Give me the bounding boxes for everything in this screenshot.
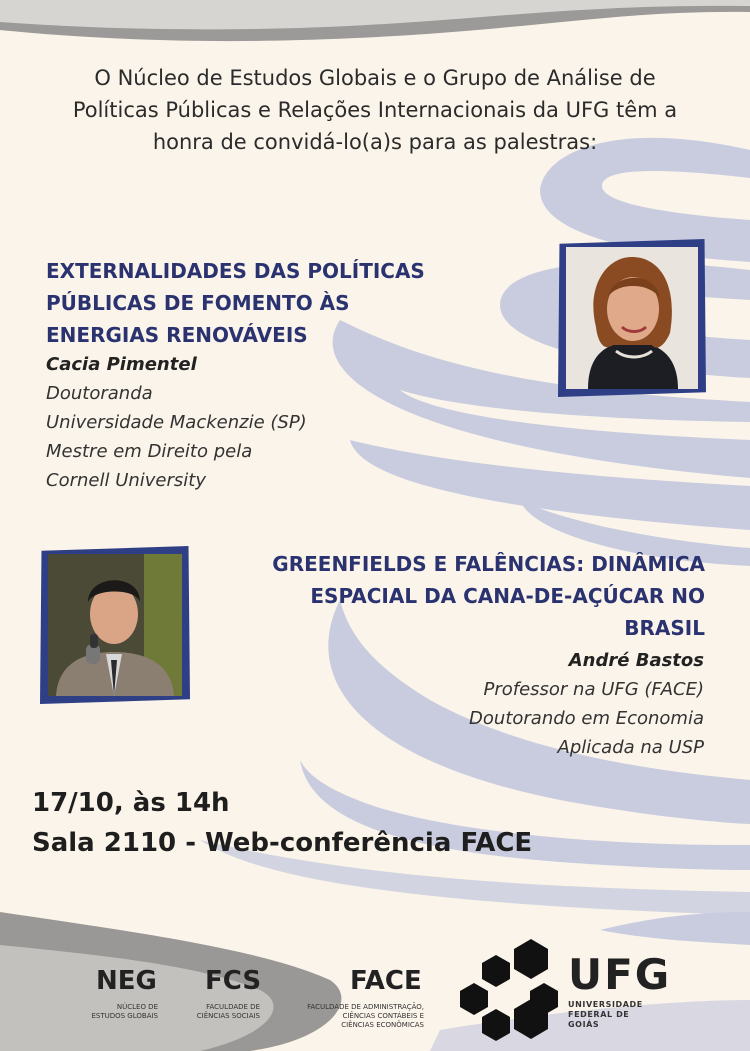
fcs-caption-line: CIÊNCIAS SOCIAIS <box>196 1012 260 1020</box>
talk1-bio-line: Cornell University <box>46 470 206 491</box>
intro-text <box>20 62 730 158</box>
talk1-title <box>46 255 476 351</box>
talk1-speaker-block <box>46 350 366 495</box>
talk1-bio-line: Universidade Mackenzie (SP) <box>46 412 307 433</box>
ufg-logo: UFG <box>568 950 672 999</box>
neg-caption-line: NÚCLEO DE <box>116 1003 158 1011</box>
event-location: Sala 2110 - Web-conferência FACE <box>32 828 533 858</box>
fcs-logo-caption <box>180 1003 260 1021</box>
talk2-bio-line: Professor na UFG (FACE) <box>483 679 704 700</box>
face-logo: FACE <box>350 966 422 996</box>
talk2-speaker-block <box>380 646 704 762</box>
event-info <box>32 783 532 863</box>
talk2-title-line: BRASIL <box>624 616 705 640</box>
talk1-bio-line: Doutoranda <box>46 383 153 404</box>
intro-line: O Núcleo de Estudos Globais e o Grupo de Análise de <box>94 66 656 90</box>
face-caption-line: CIÊNCIAS CONTÁBEIS E <box>342 1012 424 1020</box>
neg-caption-line: ESTUDOS GLOBAIS <box>91 1012 158 1020</box>
ufg-hexagon-icon <box>458 935 560 1043</box>
talk1-bio-line: Mestre em Direito pela <box>46 441 253 462</box>
talk2-bio-line: Aplicada na USP <box>557 737 704 758</box>
face-caption-line: CIÊNCIAS ECONÔMICAS <box>341 1021 424 1029</box>
fcs-logo: FCS <box>205 966 262 996</box>
intro-line: Políticas Públicas e Relações Internacionais da UFG têm a <box>72 98 678 122</box>
talk1-speaker-name: Cacia Pimentel <box>46 354 197 375</box>
talk2-speaker-name: André Bastos <box>568 650 704 671</box>
woman-portrait-icon <box>566 247 698 389</box>
speaker1-photo <box>558 239 706 397</box>
talk1-title-line: ENERGIAS RENOVÁVEIS <box>46 323 308 347</box>
talk2-title <box>250 548 705 644</box>
neg-logo: NEG <box>96 966 157 996</box>
ufg-caption-line: UNIVERSIDADE <box>568 1000 643 1009</box>
speaker2-photo <box>40 546 190 704</box>
talk1-title-line: PÚBLICAS DE FOMENTO ÀS <box>46 291 350 315</box>
man-portrait-icon <box>48 554 182 696</box>
talk1-title-line: EXTERNALIDADES DAS POLÍTICAS <box>46 259 425 283</box>
face-logo-caption <box>290 1003 424 1030</box>
face-caption-line: FACULDADE DE ADMINISTRAÇÃO, <box>307 1003 424 1011</box>
talk2-title-line: ESPACIAL DA CANA-DE-AÇÚCAR NO <box>310 584 705 608</box>
talk2-bio-line: Doutorando em Economia <box>469 708 704 729</box>
ufg-caption-line: FEDERAL DE GOIÁS <box>568 1010 630 1029</box>
talk2-title-line: GREENFIELDS E FALÊNCIAS: DINÂMICA <box>272 552 705 576</box>
fcs-caption-line: FACULDADE DE <box>206 1003 260 1011</box>
neg-logo-caption <box>80 1003 158 1021</box>
event-date: 17/10, às 14h <box>32 788 230 818</box>
ufg-logo-caption <box>568 1000 664 1030</box>
intro-line: honra de convidá-lo(a)s para as palestras: <box>152 130 598 154</box>
